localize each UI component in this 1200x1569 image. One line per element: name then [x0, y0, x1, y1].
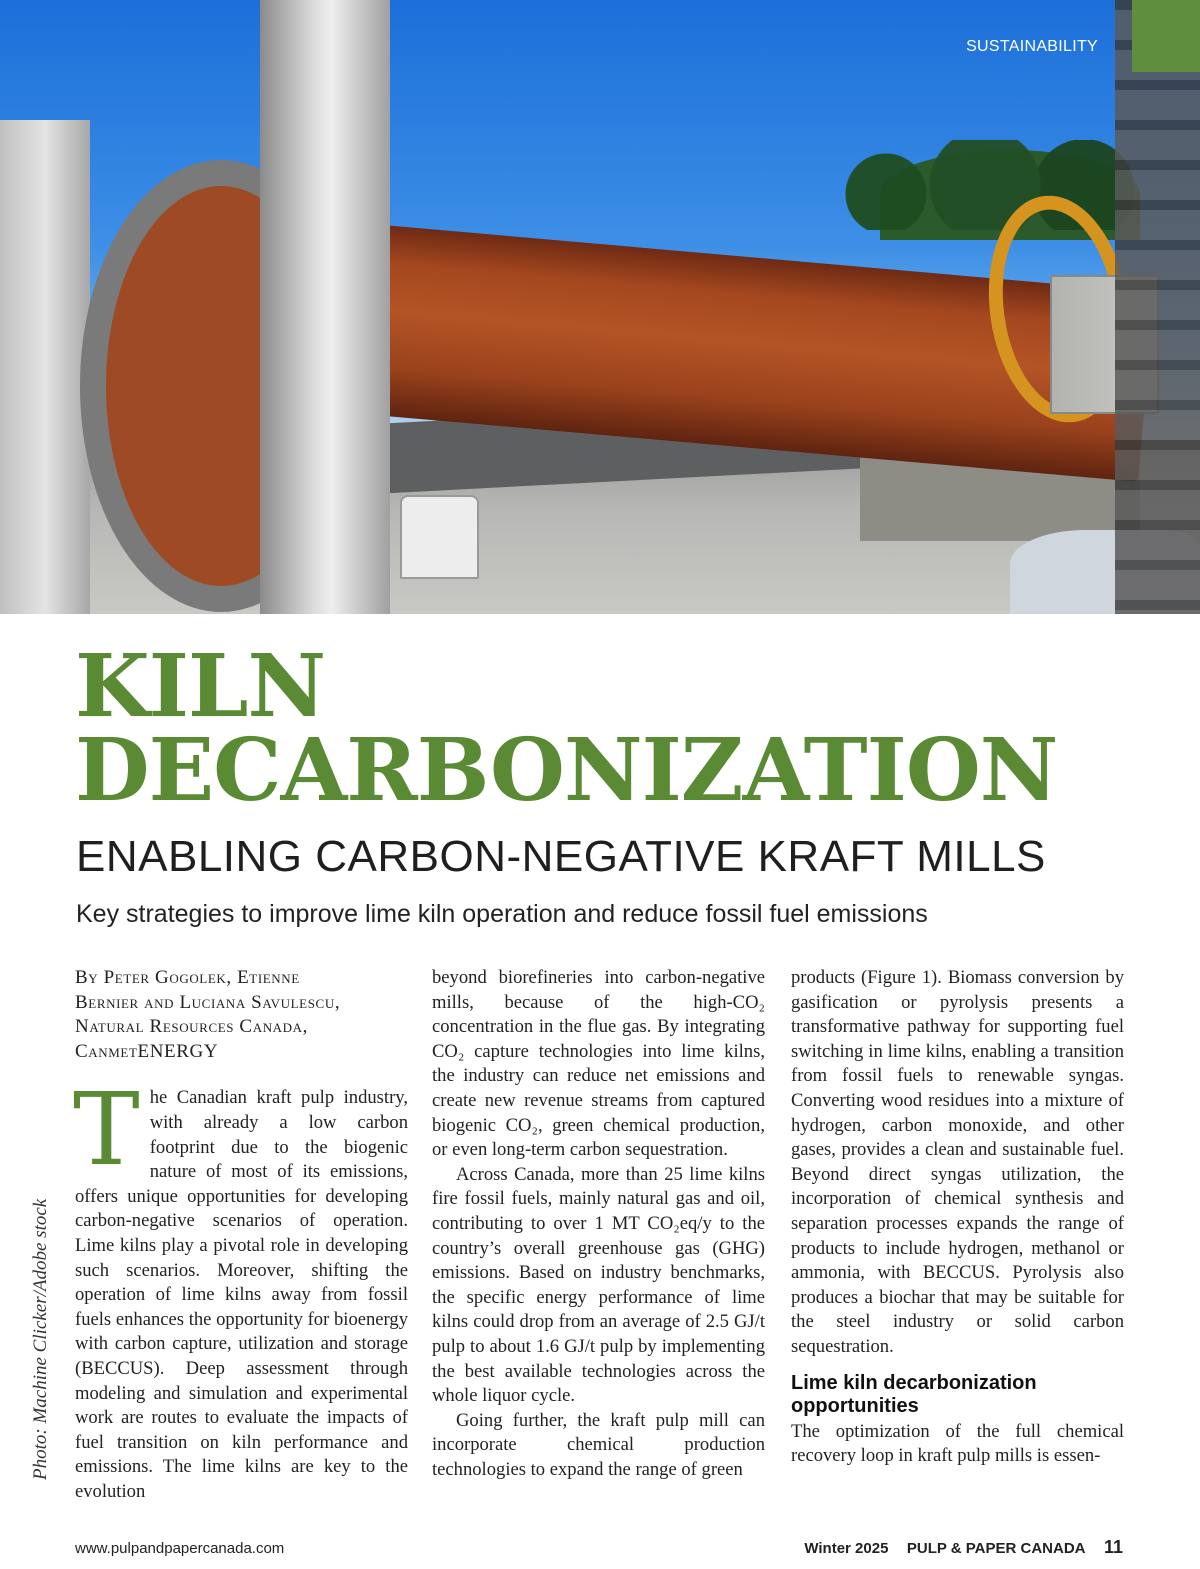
byline-line-3: Natural Resources Canada,: [75, 1016, 308, 1038]
byline-line-2: Bernier and Luciana Savulescu,: [75, 991, 341, 1013]
photo-steel-structure: [1115, 0, 1200, 614]
footer-issue: Winter 2025: [804, 1540, 889, 1557]
footer-magazine: PULP & PAPER CANADA: [906, 1540, 1086, 1557]
footer-folio: [804, 1537, 1123, 1558]
article-dek: Key strategies to improve lime kiln operation and reduce fossil fuel emissions: [76, 900, 928, 928]
hero-photo-lime-kiln: [0, 0, 1200, 614]
section-tab: [1132, 0, 1200, 72]
paragraph: products (Figure 1). Biomass conversion by gasification or pyrolysis presents a transformative pathway for supporting fuel switching in lime kilns, enabling a transition from fossil fuels to renewable syngas. Converting wood residues into a mixture of hydrogen, carbon monoxide, and other gases, provides a clean and sustainable fuel. Beyond direct syngas utilization, the incorporation of chemical synthesis and separation processes expands the range of products to include hydrogen, methanol or ammonia, with BECCUS. Pyrolysis also produces a biochar that may be suitable for the steel industry or solid carbon sequestration.: [791, 967, 1124, 1357]
paragraph: The optimization of the full chemical recovery loop in kraft pulp mills is essen-: [791, 1420, 1124, 1467]
byline-line-4: CanmetENERGY: [75, 1040, 219, 1062]
paragraph: [73, 1071, 408, 1504]
paragraph: Across Canada, more than 25 lime kilns fire fossil fuels, mainly natural gas and oil, contributing to over 1 MT CO₂eq/y to the country’s overall greenhouse gas (GHG) emissions. Based on industry benchmarks, the specific energy performance of lime kilns could drop from an average of 2.5 GJ/t pulp to about 1.6 GJ/t pulp by implementing the best available technologies across the whole liquor cycle.: [432, 1163, 765, 1407]
paragraph: beyond biorefineries into carbon-negative mills, because of the high-CO₂ concentration in the flue gas. By integrating CO₂ capture technologies into lime kilns, the industry can reduce net emissions and create new revenue streams from captured biogenic CO₂, green chemical production, or even long-term carbon sequestration.: [432, 967, 765, 1161]
photo-left-housing: [0, 120, 90, 614]
article-subtitle: ENABLING CARBON-NEGATIVE KRAFT MILLS: [76, 832, 1046, 881]
title-line-1: KILN: [75, 636, 326, 737]
photo-pillar: [260, 0, 390, 614]
paragraph: Going further, the kraft pulp mill can incorporate chemical production technologies to expand the range of green: [432, 1409, 765, 1480]
byline: [75, 966, 408, 1064]
body-column-1: [75, 966, 408, 1504]
body-column-2: [432, 966, 765, 1482]
byline-line-1: By Peter Gogolek, Etienne: [75, 967, 300, 988]
drop-cap: T: [73, 1071, 140, 1189]
title-line-2: DECARBONIZATION: [75, 720, 1058, 821]
section-label: SUSTAINABILITY: [966, 38, 1098, 55]
photo-trees: [820, 140, 1150, 230]
footer-url: www.pulpandpapercanada.com: [75, 1540, 285, 1557]
article-title: [75, 636, 1058, 821]
paragraph-text: he Canadian kraft pulp industry, with already a low carbon footprint due to the biogenic nature of most of its emissions, offers unique opportunities for developing carbon-negative scenarios of operation. Lime kilns play a pivotal role in developing such scenarios. Moreover, shifting the operation of lime kilns away from fossil fuels enhances the opportunity for bioenergy with carbon capture, utilization and storage (BECCUS). Deep assessment through modeling and simulation and experimental work are routes to evaluate the impacts of fuel transition on kiln performance and emissions. The lime kilns are key to the evolution: [75, 1087, 408, 1502]
photo-credit: Photo: Machine Clicker/Adobe stock: [30, 1198, 51, 1480]
body-column-3: [791, 966, 1124, 1469]
section-heading: Lime kiln decarbonization opportunities: [791, 1371, 1037, 1417]
page-number: 11: [1103, 1537, 1123, 1557]
photo-truck: [400, 495, 479, 579]
